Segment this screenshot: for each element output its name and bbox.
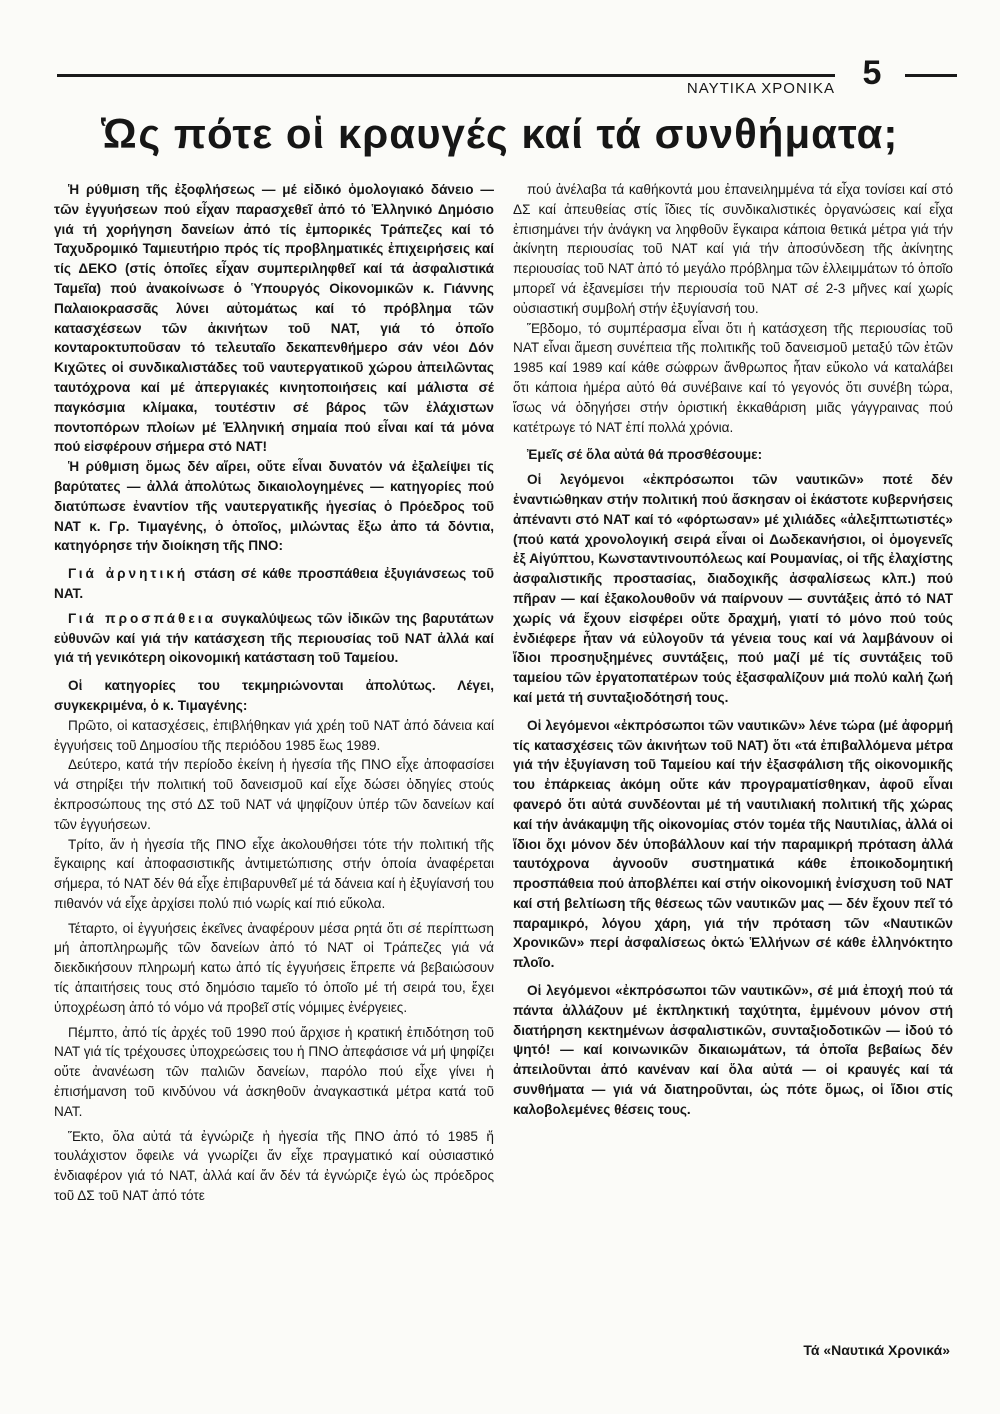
paragraph: Πέμπτο, ἀπό τίς ἀρχές τοῦ 1990 πού ἄρχισε ἡ κρατική ἐπιδότηση τοῦ ΝΑΤ γιά τίς τρέχουσες ὑποχρεώσεις του ἡ ΠΝΟ ἀπεφάσισε νά μή ψηφίζει οὔτε ἀνανέωση τῶν παλιῶν δανείων, παρόλο πού εἶχε γίνει ἡ ἐπισήμανση τοῦ κινδύνου νά ἀσκηθοῦν ἀναγκαστικά μέτρα κατά τοῦ ΝΑΤ. xyxy=(54,1024,494,1119)
left-column xyxy=(54,180,494,1206)
right-column xyxy=(513,180,953,1120)
paragraph: Οἱ κατηγορίες του τεκμηριώνονται ἀπολύτως. Λέγει, συγκεκριμένα, ὁ κ. Τιμαγένης: xyxy=(54,678,494,713)
paragraph: Οἱ λεγόμενοι «ἐκπρόσωποι τῶν ναυτικῶν», σέ μιά ἐποχή πού τά πάντα ἀλλάζουν μέ ἐκπληκτική ταχύτητα, ἐμμένουν μόνον στή διατήρηση κεκτημένων ἀσφαλιστικῶν, συνταξιοδοτικῶν — ἰδού τό ψητό! — καί κοινωνικῶν δικαιωμάτων, τά ὁποῖα βεβαίως δέν ἀπειλοῦνται ἀπό κανέναν καί ὅλα αὐτά — οἱ κραυγές καί τά συνθήματα — γιά νά διατηροῦνται, ὡς πότε ὅμως, οἱ ἴδιοι στίς καλοβολεμένες θέσεις τους. xyxy=(513,983,953,1117)
paragraph xyxy=(54,564,494,604)
paragraph: Πρῶτο, οἱ κατασχέσεις, ἐπιβλήθηκαν γιά χρέη τοῦ ΝΑΤ ἀπό δάνεια καί ἐγγυήσεις τοῦ Δημοσίου τῆς περιόδου 1985 ἕως 1989. xyxy=(54,717,494,753)
page-number: 5 xyxy=(862,54,882,92)
spaced-emphasis: Γιά προσπάθεια xyxy=(68,610,216,626)
header-rule-left xyxy=(57,74,835,77)
paragraph-text: στάση σέ κάθε προσπάθεια ἐξυγιάνσεως τοῦ ΝΑΤ. xyxy=(54,566,494,601)
paragraph: Τέταρτο, οἱ ἐγγυήσεις ἐκεῖνες ἀναφέρουν μέσα ρητά ὅτι σέ περίπτωση μή ἀποπληρωμῆς τῶν δανείων ἀπό τό ΝΑΤ οἱ Τράπεζες γιά νά διεκδικήσουν πληρωμή κατω ἀπό τίς ἐγγυήσεις ἔπρεπε νά βεβαιώσουν τίς ἀπαιτήσεις τους στό δημόσιο ταμεῖο τό ὁποῖο μέ τή σειρά του, ἔχει ὑποχρέωση ἀπό τό νόμο νά προβεῖ στίς νόμιμες ἐνέργειες. xyxy=(54,920,494,1015)
paragraph: Ἡ ρύθμιση τῆς ἐξοφλήσεως — μέ εἰδικό ὁμολογιακό δάνειο — τῶν ἐγγυήσεων πού εἶχαν παρασχεθεῖ ἀπό τό Ἑλληνικό Δημόσιο γιά τή χορήγηση δανείων ἀπό τίς ἐμπορικές Τράπεζες καί τό Ταχυδρομικό Ταμιευτήριο πρός τίς προβληματικές ἐπιχειρήσεις καί τίς ΔΕΚΟ (στίς ὁποῖες εἶχαν συμπεριληφθεῖ καί τά ἀσφαλιστικά Ταμεῖα) πού ἀνακοίνωσε ὁ Ὑπουργός Οἰκονομικῶν κ. Γιάννης Παλαιοκρασσᾶς λύνει αὐτομάτως καί τό πρόβλημα τῶν κατασχέσεων τῶν ἀκινήτων τοῦ ΝΑΤ, γιά τό ὁποῖο κονταροκτυποῦσαν τό τελευταῖο δεκαπενθήμερο σάν νέοι Δόν Κιχῶτες οἱ συνδικαλιστάδες τοῦ ναυτεργατικοῦ χώρου ἀπειλῶντας ταυτόχρονα καί μέ ἀπεργιακές κινητοποιήσεις καί μάλιστα σέ παγκόσμια κλίμακα, τουτέστιν σέ βάρος τῶν ἐλάχιστων ποντοπόρων πλοίων μέ Ἑλληνική σημαία πού εἶναι καί τά μόνα πού εἰσφέρουν σήμερα στό ΝΑΤ! xyxy=(54,182,494,455)
paragraph xyxy=(54,609,494,668)
paragraph: Ἐμεῖς σέ ὅλα αὐτά θά προσθέσουμε: xyxy=(527,447,763,463)
paragraph: Οἱ λεγόμενοι «ἐκπρόσωποι τῶν ναυτικῶν» ποτέ δέν ἐναντιώθηκαν στήν πολιτική πού ἄσκησαν οἱ ἑκάστοτε κυβερνήσεις ἀπέναντι στό ΝΑΤ καί τό «φόρτωσαν» μέ χιλιάδες «ἀλεξιπτωτιστές» (πού κατά χρονολογική σειρά εἶναι οἱ Δωδεκανήσιοι, οἱ ὁμογενεῖς ἐξ Αἰγύπτου, Κωνσταντινουπόλεως καί Ρουμανίας, οἱ τῆς ἐλαχίστης ἀσφαλιστικῆς προστασίας, διαδοχικῆς ἀσφαλίσεως κλπ.) πού πῆραν — καί ἐξακολουθοῦν νά παίρνουν — συντάξεις ἀπό τό ΝΑΤ χωρίς νά ἔχουν εἰσφέρει οὔτε δραχμή, γιατί τό μόνο πού τούς ἐνδιέφερε ἦταν νά εὐλογοῦν τά γένεια τους καί νά λαμβάνουν οἱ ἴδιοι προσηυξημένες συντάξεις, πού μαζί μέ τίς συντάξεις τοῦ ταμείου τῶν ἐργατοπατέρων τούς ἐξασφαλίζουν μιά πολύ καλή ζωή καί μετά τή συνταξιοδότησή τους. xyxy=(513,472,953,705)
paragraph: Ἕβδομο, τό συμπέρασμα εἶναι ὅτι ἡ κατάσχεση τῆς περιουσίας τοῦ ΝΑΤ εἶναι ἄμεση συνέπεια τῆς πολιτικῆς τοῦ δανεισμοῦ μεταξύ τῶν ἐτῶν 1985 καί 1989 καί κάθε σώφρων ἄνθρωπος ἦταν εὔκολο νά καταλάβει ὅτι κάποια ἡμέρα αὐτό θά συνέβαινε καί τό γεγονός ὅτι συνέβη τώρα, ἴσως νά ὁδηγήσει στήν ὁριστική ἐκκαθάριση μιᾶς γάγγραινας πού κατέτρωγε τό ΝΑΤ ἐπί πολλά χρόνια. xyxy=(513,320,953,435)
spaced-emphasis: Γιά ἀρνητική xyxy=(68,566,189,582)
paragraph: Ἡ ρύθμιση ὅμως δέν αἴρει, οὔτε εἶναι δυνατόν νά ἐξαλείψει τίς βαρύτατες — ἀλλά ἀπολύτως δικαιολογημένες — κατηγορίες πού διατύπωσε ἐναντίον τῆς ναυτεργατικῆς ἡγεσίας ὁ Πρόεδρος τοῦ ΝΑΤ κ. Γρ. Τιμαγένης, ὁ ὁποῖος, μιλώντας ἔξω ἀπο τά δόντια, κατηγόρησε τήν διοίκηση τῆς ΠΝΟ: xyxy=(54,459,494,554)
paragraph: Τρίτο, ἄν ἡ ἡγεσία τῆς ΠΝΟ εἶχε ἀκολουθήσει τότε τήν πολιτική τῆς ἔγκαιρης καί ἀποφασιστικῆς ἀντιμετώπισης στήν ὁποία ἀναφέρεται σήμερα, τό ΝΑΤ δέν θά εἶχε ἐπιβαρυνθεῖ μέ τά δάνεια καί ἡ ἐξυγίανσή του πιθανόν νά εἶχε ἀρχίσει πολύ πιό νωρίς καί πιό εὔκολα. xyxy=(54,836,494,911)
paragraph: Δεύτερο, κατά τήν περίοδο ἐκείνη ἡ ἡγεσία τῆς ΠΝΟ εἶχε ἀποφασίσει νά στηρίξει τήν πολιτική τοῦ δανεισμοῦ καί εἶχε δώσει ὁδηγίες στούς ἐκπροσώπους της στό ΔΣ τοῦ ΝΑΤ νά ψηφίζουν ὑπέρ τῶν δανείων καί τῶν ἐγγυήσεων. xyxy=(54,757,494,832)
signature: Τά «Ναυτικά Χρονικά» xyxy=(803,1342,950,1358)
header-rule-right xyxy=(905,74,957,77)
paragraph-text: συγκαλύψεως τῶν ἰδικῶν της βαρυτάτων εὐθυνῶν καί γιά τήν κατάσχεση τῆς περιουσίας τοῦ ΝΑΤ ἀλλά καί γιά τή γενικότερη οἰκονομική κατάσταση τοῦ Ταμείου. xyxy=(54,610,494,666)
paragraph: Ἕκτο, ὅλα αὐτά τά ἐγνώριζε ἡ ἡγεσία τῆς ΠΝΟ ἀπό τό 1985 ἤ τουλάχιστον ὄφειλε νά γνωρίζει ἄν εἶχε πραγματικό καί οὐσιαστικό ἐνδιαφέρον γιά τό ΝΑΤ, ἀλλά καί ἄν δέν τά ἐγνώριζε ἐγώ ὡς πρόεδρος τοῦ ΔΣ τοῦ ΝΑΤ ἀπό τότε xyxy=(54,1128,494,1204)
article-title: Ὡς πότε οἱ κραυγές καί τά συνθήματα; xyxy=(101,110,899,157)
paragraph: Οἱ λεγόμενοι «ἐκπρόσωποι τῶν ναυτικῶν» λένε τώρα (μέ ἀφορμή τίς κατασχέσεις τῶν ἀκινήτων τοῦ ΝΑΤ) ὅτι «τά ἐπιβαλλόμενα μέτρα γιά τήν ἐξυγίανση τοῦ Ταμείου καί τήν ἐξασφάλιση τῆς οἰκονομικῆς του ἐπάρκειας ἀκόμη οὔτε κάν προγραματίσθηκαν, ἀφοῦ εἶναι φανερό ὅτι αὐτά συνδέονται μέ τή ναυτιλιακή πολιτική τῆς χώρας καί τήν ἀνάκαμψη τῆς οἰκονομίας στόν τομέα τῆς Ναυτιλίας, ἀλλά οἱ ἴδιοι ὄχι μόνον δέν ὑποβάλλουν καί τήν παραμικρή πρόταση ἀλλά ταυτόχρονα ἀγνοοῦν συστηματικά κάθε ἐποικοδομητική προσπάθεια πού ἀποβλέπει καί στήν οἰκονομική ἐνίσχυση τοῦ ΝΑΤ καί στή βελτίωση τῆς θέσεως τῶν ναυτικῶν μας — δέν ἔχουν πεῖ τό παραμικρό, λόγου χάρη, γιά τήν πρόταση τῶν «Ναυτικῶν Χρονικῶν» περί ἀσφαλίσεως ὀκτώ Ἑλλήνων σέ κάθε ἑλληνόκτητο πλοῖο. xyxy=(513,717,953,971)
paragraph: πού ἀνέλαβα τά καθήκοντά μου ἐπανειλημμένα τά εἶχα τονίσει καί στό ΔΣ καί ἀπευθείας στίς ἴδιες τίς συνδικαλιστικές ὀργανώσεις καί εἶχα ἐπισημάνει τήν ἀνάγκη να ληφθοῦν ἔγκαιρα κάποια θετικά μέτρα γιά τήν ἀκίνητη περιουσίας τοῦ ΝΑΤ καί γιά τήν ἀποσύνδεση τῆς ἀκίνητης περιουσίας τοῦ ΝΑΤ ἀπό τό μεγάλο πρόβλημα τῶν ἐλλειμμάτων τό ὁποῖο μπορεῖ νά ἐξανεμίσει τήν περιουσία τοῦ ΝΑΤ σέ 2-3 μῆνες καί χωρίς οὐσιαστική συμβολή στήν ἐξυγίανσή του. xyxy=(513,182,953,316)
publication-name: ΝΑΥΤΙΚΑ ΧΡΟΝΙΚΑ xyxy=(686,80,835,97)
